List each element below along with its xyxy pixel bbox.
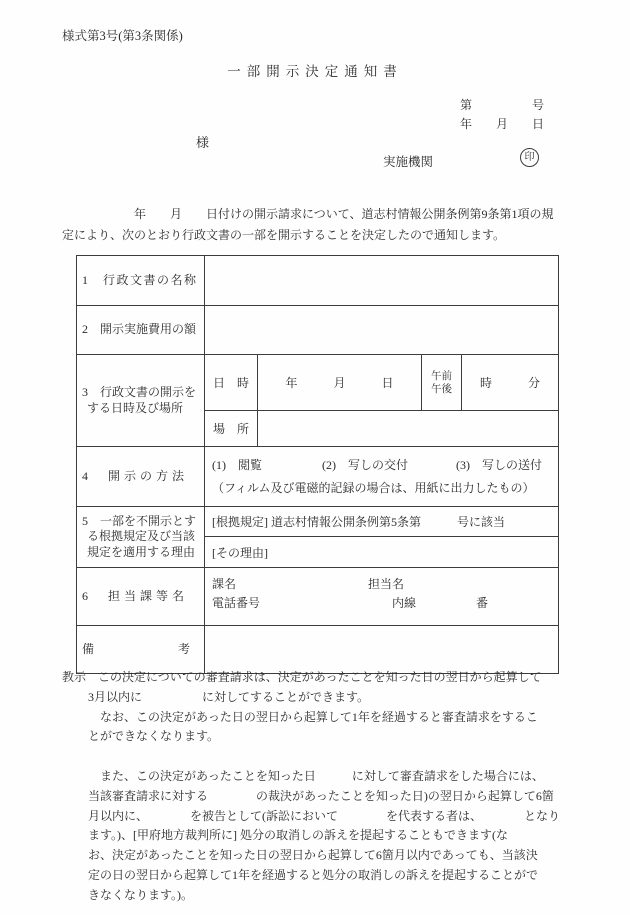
instruction-line: 定の日の翌日から起算して1年を経過すると処分の取消しの訴えを提起することがで xyxy=(88,867,539,882)
issue-date-line: 年 月 日 xyxy=(460,117,545,131)
row-remarks xyxy=(77,625,558,673)
row-remarks-label: 備 考 xyxy=(77,626,205,673)
label-line: る根拠規定及び当該 xyxy=(87,529,196,544)
instruction-line: ます。)、[甲府地方裁判所に] 処分の取消しの訴えを提起することもできます(な xyxy=(88,828,509,843)
place-subrow xyxy=(205,411,558,446)
appeal-instructions xyxy=(62,668,560,906)
datetime-label: 日 時 xyxy=(205,355,258,410)
method-options-line: (1) 閲覧 (2) 写しの交付 (3) 写しの送付 xyxy=(212,458,542,472)
phone-extension-line: 電話番号 内線 番 xyxy=(212,596,489,610)
row-disclosure-fee-label: 2 開示実施費用の額 xyxy=(77,306,205,354)
section-name-line: 課名 担当名 xyxy=(212,577,405,591)
issuer-label: 実施機関 xyxy=(383,155,434,169)
basis-provision-line: [根拠規定] 道志村情報公開条例第5条第 号に該当 xyxy=(205,507,558,537)
date-fill-area: 年 月 日 xyxy=(258,355,422,410)
instruction-line: お、決定があったことを知った日の翌日から起算して6箇月以内であっても、当該決 xyxy=(88,848,538,863)
seal-stamp-icon: 印 xyxy=(520,148,539,167)
instruction-line: とができなくなります。 xyxy=(88,729,220,744)
row-nondisclosure-basis-label xyxy=(77,507,205,567)
row-document-name-label: 1 行政文書の名称 xyxy=(77,256,205,305)
row-responsible-section-label: 6 担当課等名 xyxy=(77,568,205,625)
instruction-line: 教示 この決定についての審査請求は、決定があったことを知った日の翌日から起算して xyxy=(62,670,542,684)
form-number: 様式第3号(第3条関係) xyxy=(62,29,183,43)
row-disclosure-method xyxy=(77,446,558,506)
row-responsible-section xyxy=(77,567,558,625)
instruction-line: また、この決定があったことを知った日 に対して審査請求をした場合には、 xyxy=(88,768,544,783)
row-disclosure-fee xyxy=(77,305,558,354)
row-document-name xyxy=(77,256,558,305)
instruction-line: 3月以内に に対してすることができます。 xyxy=(88,689,370,704)
body-line-2: 定により、次のとおり行政文書の一部を開示することを決定したので通知します。 xyxy=(62,227,506,242)
method-note-line: （フィルム及び電磁的記録の場合は、用紙に出力したもの） xyxy=(212,481,535,495)
row-document-name-value xyxy=(205,256,558,305)
remarks-fill-area xyxy=(205,626,558,673)
label-line: 5 一部を不開示とす xyxy=(82,513,197,528)
instructions-paragraph-2 xyxy=(62,767,560,906)
label-line: 規定を適用する理由 xyxy=(87,544,196,559)
ampm-afternoon: 午後 xyxy=(431,383,452,395)
label-line: 3 行政文書の開示を xyxy=(82,385,197,399)
instruction-line: なお、この決定があった日の翌日から起算して1年を経過すると審査請求をするこ xyxy=(88,709,538,724)
place-fill-area xyxy=(258,411,558,446)
datetime-subrow xyxy=(205,355,558,411)
disclosure-form-table xyxy=(76,255,559,674)
place-label: 場 所 xyxy=(205,411,258,446)
instruction-line: 当該審査請求に対する の裁決があったことを知った日)の翌日から起算して6箇 xyxy=(88,788,554,803)
page-title: 一部開示決定通知書 xyxy=(227,64,403,79)
instruction-line: きなくなります。)。 xyxy=(88,887,194,902)
addressee-suffix: 様 xyxy=(196,135,210,150)
row-disclosure-fee-value xyxy=(205,306,558,354)
row-datetime-place-label xyxy=(77,355,205,446)
ampm-morning: 午前 xyxy=(431,370,452,382)
ampm-cell xyxy=(422,355,462,410)
body-paragraph xyxy=(62,204,554,245)
basis-reason-line: [その理由] xyxy=(212,545,268,560)
row-disclosure-method-label: 4 開示の方法 xyxy=(77,447,205,506)
document-number-block xyxy=(460,96,544,134)
instruction-line: 月以内に、 を被告として(訴訟において を代表する者は、 となり xyxy=(88,808,560,823)
label-line: する日時及び場所 xyxy=(87,400,184,415)
time-fill-area: 時 分 xyxy=(479,376,540,390)
document-number-line: 第 号 xyxy=(460,98,545,112)
instructions-paragraph-1 xyxy=(62,668,560,747)
row-datetime-place xyxy=(77,354,558,446)
row-nondisclosure-basis xyxy=(77,506,558,567)
body-line-1: 年 月 日付けの開示請求について、道志村情報公開条例第9条第1項の規 xyxy=(62,207,554,221)
